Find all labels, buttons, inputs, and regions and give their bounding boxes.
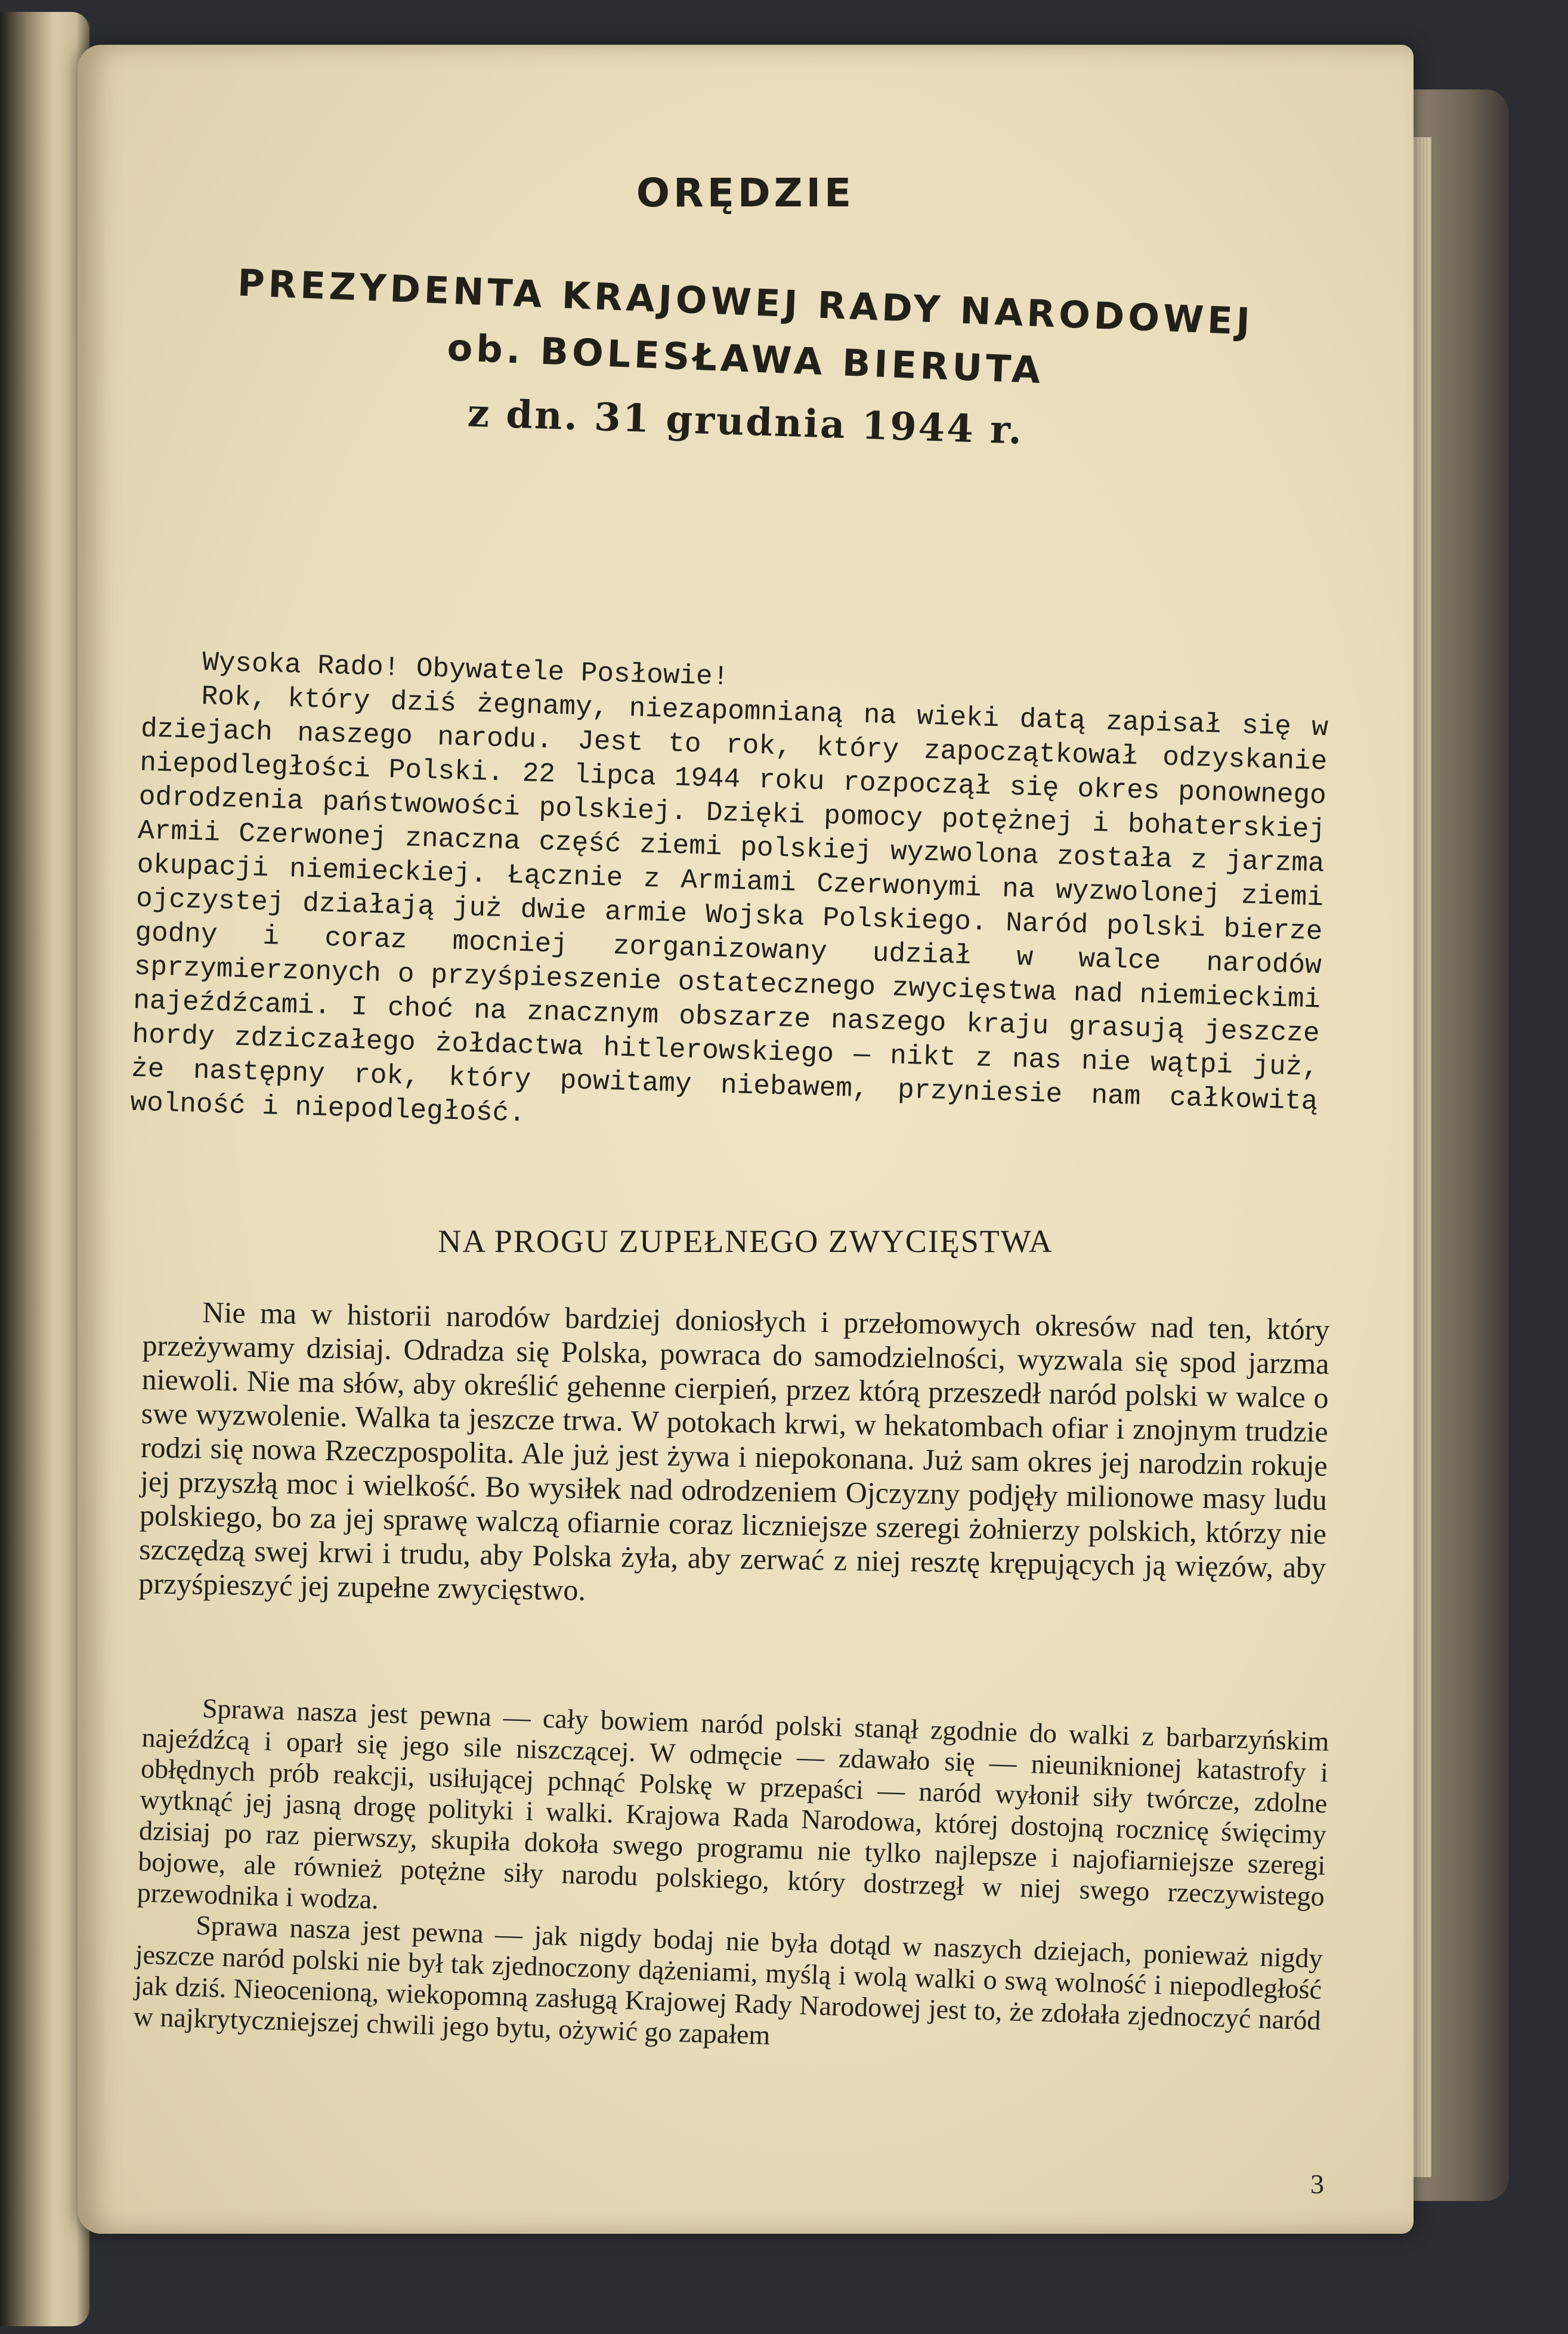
section-heading: NA PROGU ZUPEŁNEGO ZWYCIĘSTWA: [438, 1223, 1053, 1259]
document-title: ORĘDZIE: [636, 170, 855, 216]
paragraph: Rok, który dziś żegnamy, niezapomnianą na wieki datą zapisał się w dziejach naszego narodu. Jest to rok, który zapoczątkował odzyskanie niepodległości Polski. 22 lipca 1944 roku rozpoczął się okres ponownego odrodzenia państwowości polskiej. Dzięki pomocy potężnej i bohaterskiej Armii Czerwonej znaczna część ziemi polskiej wyzwolona została z jarzma okupacji niemieckiej. Łącznie z Armiami Czerwonymi na wyzwolonej ziemi ojczystej działają już dwie armie Wojska Polskiego. Naród polski bierze godny i coraz mocniej zorganizowany udział w walce narodów sprzymierzonych o przyśpieszenie ostatecznego zwycięstwa nad niemieckimi najeźdźcami. I choć na znacznym obszarze naszego kraju grasują jeszcze hordy zdziczałego żołdactwa hitlerowskiego — nikt z nas nie wątpi już, że następny rok, który powitamy niebawem, przyniesie nam całkowitą wolność i niepodległość.: [129, 681, 1329, 1130]
section-main: [138, 1294, 1330, 1619]
title-line-2: PREZYDENTA KRAJOWEJ RADY NARODOWEJ: [236, 261, 1255, 344]
paragraph: Nie ma w historii narodów bardziej doniosłych i przełomowych okresów nad ten, który przeżywamy dzisiaj. Odradza się Polska, powraca do samodzielności, wyzwala się spod jarzma niewoli. Nie ma słów, aby określić gehenne cierpień, przez którą przeszedł naród polski w walce o swe wyzwolenie. Walka ta jeszcze trwa. W potokach krwi, w hekatombach ofiar i znojnym trudzie rodzi się nowa Rzeczpospolita. Ale już jest żywa i niepokonana. Już sam okres jej narodzin rokuje jej przyszłą moc i wielkość. Bo wysiłek nad odrodzeniem Ojczyzny podjęły milionowe masy ludu polskiego, bo za jej sprawę walczą ofiarnie coraz liczniejsze szeregi żołnierzy polskich, którzy nie szczędzą swej krwi i trudu, aby Polska żyła, aby zerwać z niej resztę krępujących ją więzów, aby przyśpieszyć jej zupełne zwycięstwo.: [138, 1295, 1330, 1607]
document-date: z dn. 31 grudnia 1944 r.: [466, 391, 1025, 453]
section-intro: [130, 644, 1330, 1153]
paragraph: Sprawa nasza jest pewna — jak nigdy bodaj nie była dotąd w naszych dziejach, ponieważ nigdy jeszcze naród polski nie był tak zjednoczony dążeniami, myślą i wolą walki o swą wolność i niepodległość jak dziś. Nieocenioną, wiekopomną zasługą Krajowej Rady Narodowej jest to, że zdołała zjednoczyć naród w najkrytyczniejszej chwili jego bytu, ożywić go zapałem: [133, 1909, 1323, 2051]
title-line-3: ob. BOLESŁAWA BIERUTA: [446, 325, 1045, 392]
section-continued: [133, 1691, 1329, 2067]
facing-page-edge: [0, 12, 89, 2326]
paragraph: Sprawa nasza jest pewna — cały bowiem naród polski stanął zgodnie do walki z barbarzyńskim najeźdźcą i oparł się jego sile niszczącej. W odmęcie — zdawało się — nieuniknionej katastrofy i obłędnych prób reakcji, usiłującej pchnąć Polskę w przepaści — naród wyłonił siły twórcze, zdolne wytknąć jej jasną drogę polityki i walki. Krajowa Rada Narodowa, której dostojną rocznicę święcimy dzisiaj po raz pierwszy, skupiła dokoła swego programu nie tylko najlepsze i najofiarniejsze szeregi bojowe, ale również potężne siły narodu polskiego, który dostrzegł w niej swego rzeczywistego przewodnika i wodza.: [137, 1692, 1330, 1915]
book-page: [78, 45, 1414, 2234]
greeting: Wysoka Rado! Obywatele Posłowie!: [202, 647, 729, 693]
page-number: 3: [1310, 2169, 1324, 2199]
